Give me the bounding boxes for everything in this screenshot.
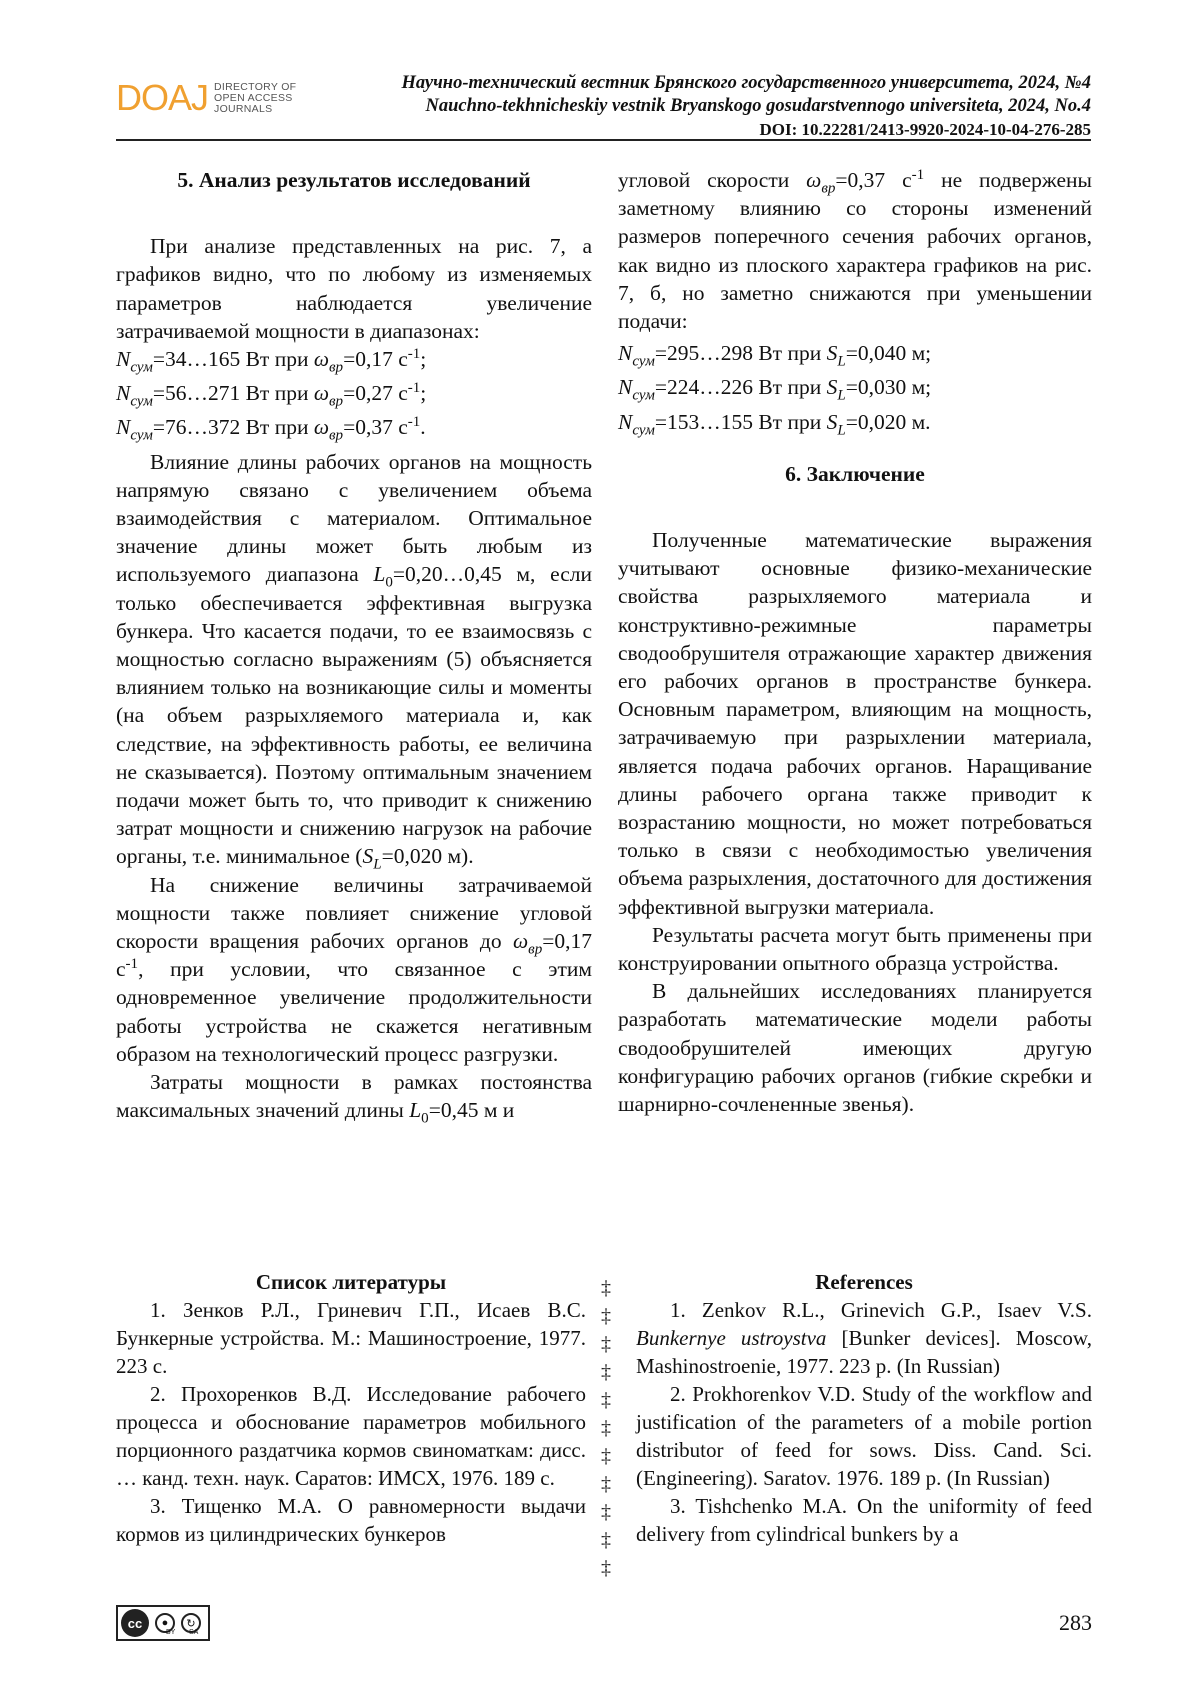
journal-citation bbox=[401, 72, 1091, 141]
double-dagger-glyph: ‡ bbox=[601, 1389, 611, 1411]
paragraph: При анализе представленных на рис. 7, а графиков видно, что по любому из изменяемых параметров наблюдается увеличение затрачиваемой мощности в диапазонах: bbox=[116, 234, 592, 343]
reference-item: 3. Тищенко М.А. О равномерности выдачи кормов из цилиндрических бункеров bbox=[116, 1494, 586, 1546]
page-number: 283 bbox=[1059, 1610, 1092, 1635]
left-column bbox=[116, 166, 592, 1125]
cc-by-label: BY bbox=[166, 1629, 176, 1636]
reference-item: 3. Tishchenko M.A. On the uniformity of feed delivery from cylindrical bunkers by a bbox=[636, 1494, 1092, 1546]
equation: $N_{сум}=295\dots 298$ Вт при $S_L=0,040$ м; bbox=[618, 341, 932, 370]
double-dagger-glyph: ‡ bbox=[601, 1333, 611, 1355]
doaj-logo bbox=[116, 77, 297, 118]
doaj-logo-subtitle bbox=[214, 82, 296, 115]
equation: $N_{сум}=153\dots 155$ Вт при $S_L=0,020$ м. bbox=[618, 409, 931, 438]
paragraph: угловой скорости $\omega_{вр}=0,37$ $с^{-1}$ не подвержены заметному влиянию со стороны изменений размеров поперечного сечения рабочих органов, как видно из плоского характера графиков на рис. 7, б, но заметно снижаются при уменьшении подачи: bbox=[618, 166, 1092, 334]
doaj-sub-line: DIRECTORY OF bbox=[214, 80, 297, 93]
references-column-divider bbox=[596, 1274, 616, 1582]
double-dagger-glyph: ‡ bbox=[601, 1557, 611, 1579]
right-column bbox=[618, 166, 1092, 1118]
references-en-heading: References bbox=[815, 1270, 913, 1294]
paragraph: В дальнейших исследованиях планируется разработать математические модели работы сводообрушителей имеющих другую конфигурацию рабочих органов (гибкие скребки и шарнирно-сочлененные звенья). bbox=[618, 979, 1092, 1117]
double-dagger-glyph: ‡ bbox=[601, 1501, 611, 1523]
paragraph: Затраты мощности в рамках постоянства максимальных значений длины $L_0=0,45$ м и bbox=[116, 1070, 592, 1127]
by-icon: ● bbox=[155, 1613, 175, 1633]
paragraph: Влияние длины рабочих органов на мощность напрямую связано с увеличением объема взаимодействия с материалом. Оптимальное значение длины может быть любым из используемого диапазона $L_0=0,20\dots 0,45$ м, если только обеспечивается эффективная выгрузка бункера. Что касается подачи, то ее взаимосвязь с мощностью согласно выражениям (5) объясняется влиянием только на возникающие силы и моменты (на объем разрыхляемого материала и, как следствие, на эффективность работы, ее величина не сказывается). Поэтому оптимальным значением подачи может быть то, что приводит к снижению затрат мощности и снижению нагрузок на рабочие органы, т.е. минимальное ($S_L=0,020$ м). bbox=[116, 449, 592, 873]
references-ru bbox=[116, 1268, 586, 1548]
reference-item: 1. Zenkov R.L., Grinevich G.P., Isaev V.S. Bunkernye ustroystva [Bunker devices]. Moscow, Mashinostroenie, 1977. 223 p. (In Russian) bbox=[636, 1298, 1092, 1378]
journal-title-ru: Научно-технический вестник Брянского государственного университета, 2024, №4 bbox=[401, 73, 1091, 93]
reference-item: 1. Зенков Р.Л., Гриневич Г.П., Исаев В.С. Бункерные устройства. М.: Машиностроение, 1977. 223 с. bbox=[116, 1298, 586, 1378]
equation: $N_{сум}=34\dots 165$ Вт при $\omega_{вр}=0,17$ $с^{-1}$; bbox=[116, 345, 427, 376]
doaj-sub-line: OPEN ACCESS bbox=[214, 91, 293, 104]
sa-icon: ↻ bbox=[181, 1613, 201, 1633]
section-5-heading: 5. Анализ результатов исследований bbox=[177, 168, 531, 192]
reference-item: 2. Prokhorenkov V.D. Study of the workflow and justification of the parameters of a mobile portion distributor of feed for sows. Diss. Cand. Sci. (Engineering). Saratov. 1976. 189 p. (In Russian) bbox=[636, 1382, 1092, 1490]
equation: $N_{сум}=56\dots 271$ Вт при $\omega_{вр}=0,27$ $с^{-1}$; bbox=[116, 380, 427, 410]
paragraph: На снижение величины затрачиваемой мощности также повлияет снижение угловой скорости вращения рабочих органов до $\omega_{вр}=0,17$ $с^{-1}$, при условии, что связанное с этим одновременное увеличение продолжительности работы устройства не скажется негативным образом на технологический процесс разгрузки. bbox=[116, 872, 592, 1066]
doi-link[interactable]: DOI: 10.22281/2413-9920-2024-10-04-276-285 bbox=[759, 120, 1091, 139]
double-dagger-glyph: ‡ bbox=[601, 1277, 611, 1299]
header-divider bbox=[116, 139, 1091, 141]
cc-icon: cc bbox=[121, 1609, 149, 1637]
equation: $N_{сум}=224\dots 226$ Вт при $S_L=0,030$ м; bbox=[618, 375, 932, 404]
equation: $N_{сум}=76\dots 372$ Вт при $\omega_{вр}=0,37$ $с^{-1}$. bbox=[116, 414, 426, 444]
cc-sa-label: SA bbox=[189, 1629, 199, 1636]
double-dagger-glyph: ‡ bbox=[601, 1417, 611, 1439]
double-dagger-glyph: ‡ bbox=[601, 1305, 611, 1327]
journal-title-en: Nauchno-tekhnicheskiy vestnik Bryanskogo gosudarstvennogo universiteta, 2024, No.4 bbox=[425, 96, 1091, 116]
double-dagger-glyph: ‡ bbox=[601, 1361, 611, 1383]
page-header bbox=[116, 72, 1091, 142]
section-6-heading: 6. Заключение bbox=[785, 461, 925, 486]
double-dagger-glyph: ‡ bbox=[601, 1445, 611, 1467]
double-dagger-glyph: ‡ bbox=[601, 1529, 611, 1551]
double-dagger-glyph: ‡ bbox=[601, 1473, 611, 1495]
doaj-sub-line: JOURNALS bbox=[214, 102, 273, 115]
reference-item: 2. Прохоренков В.Д. Исследование рабочего процесса и обоснование параметров мобильного порционного раздатчика кормов свиноматкам: дисс. … канд. техн. наук. Саратов: ИМСХ, 1976. 189 с. bbox=[116, 1382, 586, 1490]
references-en bbox=[636, 1268, 1092, 1548]
doaj-logo-mark: DOAJ bbox=[116, 77, 209, 118]
paragraph: Полученные математические выражения учитывают основные физико-механические свойства разрыхляемого материала и конструктивно-режимные параметры сводообрушителя отражающие характер движения его рабочих органов в пространстве бункера. Основным параметром, влияющим на мощность, затрачиваемую при разрыхлении материала, является подача рабочих органов. Наращивание длины рабочего органа также приводит к возрастанию мощности, но может потребоваться только в связи с необходимостью увеличения объема разрыхления, достаточного для достижения эффективной выгрузки материала. bbox=[618, 528, 1092, 919]
paragraph: Результаты расчета могут быть применены при конструировании опытного образца устройства. bbox=[618, 922, 1092, 976]
references-ru-heading: Список литературы bbox=[255, 1270, 447, 1294]
